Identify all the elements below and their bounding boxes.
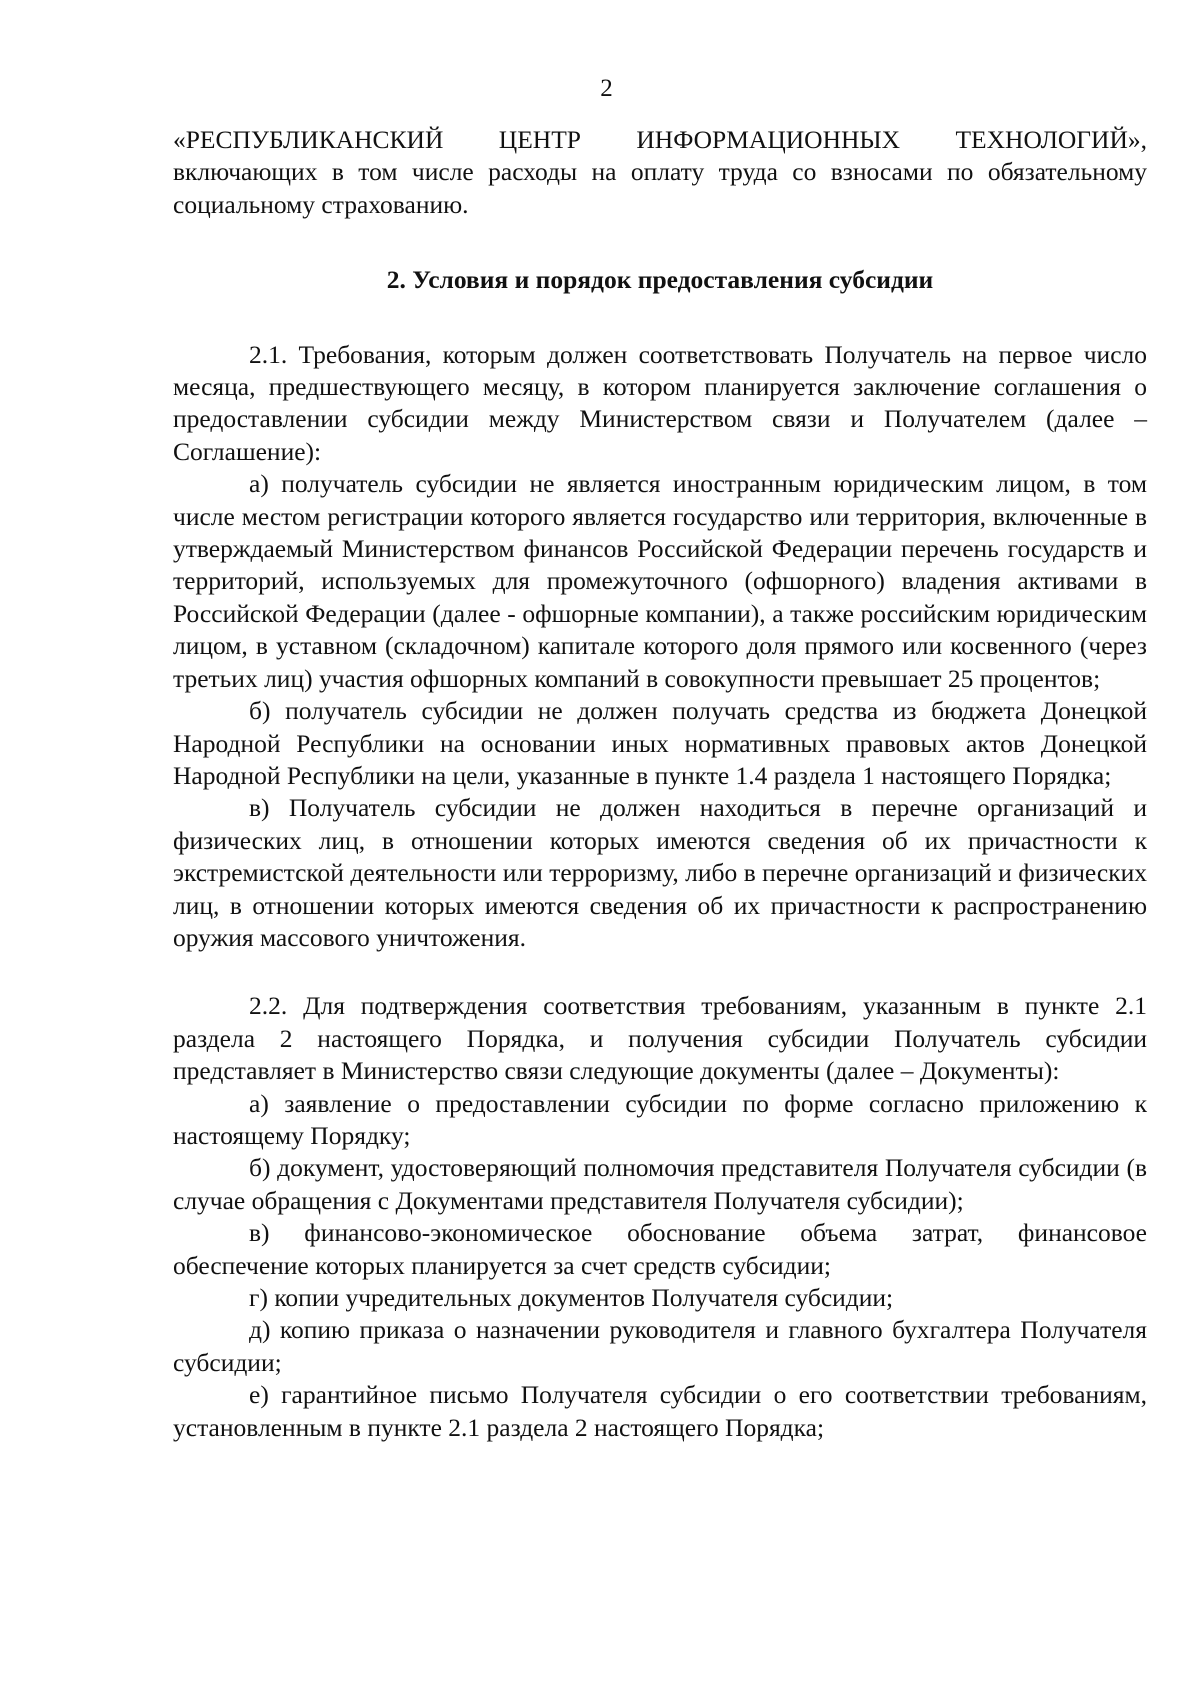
paragraph-2-2-b: б) документ, удостоверяющий полномочия представителя Получателя субсидии (в случае обращения с Документами представителя Получателя субсидии); <box>173 1153 1147 1215</box>
section-title: 2. Условия и порядок предоставления субсидии <box>386 265 934 295</box>
paragraph-2-1-a: а) получатель субсидии не является иностранным юридическим лицом, в том числе местом регистрации которого является государство или территория, включенные в утверждаемый Министерством финансов Российской Федерации перечень государств и территорий, используемых для промежуточного (офшорного) владения активами в Российской Федерации (далее - офшорные компании), а также российским юридическим лицом, в уставном (складочном) капитале которого доля прямого или косвенного (через третьих лиц) участия офшорных компаний в совокупности превышает 25 процентов; <box>173 469 1147 693</box>
paragraph-2-2-a: а) заявление о предоставлении субсидии по форме согласно приложению к настоящему Порядку; <box>173 1088 1147 1150</box>
page-number: 2 <box>600 75 613 102</box>
document-body <box>173 124 1147 1444</box>
paragraph-2-1-b: б) получатель субсидии не должен получать средства из бюджета Донецкой Народной Республики на основании иных нормативных правовых актов Донецкой Народной Республики на цели, указанные в пункте 1.4 раздела 1 настоящего Порядка; <box>173 696 1147 790</box>
intro-paragraph: «РЕСПУБЛИКАНСКИЙ ЦЕНТР ИНФОРМАЦИОННЫХ ТЕХНОЛОГИЙ», включающих в том числе расходы на оплату труда со взносами по обязательному социальному страхованию. <box>173 125 1147 219</box>
paragraph-2-1-v: в) Получатель субсидии не должен находиться в перечне организаций и физических лиц, в отношении которых имеются сведения об их причастности к экстремистской деятельности или терроризму, либо в перечне организаций и физических лиц, в отношении которых имеются сведения об их причастности к распространению оружия массового уничтожения. <box>173 793 1147 952</box>
paragraph-2-2-v: в) финансово-экономическое обоснование объема затрат, финансовое обеспечение которых планируется за счет средств субсидии; <box>173 1218 1147 1280</box>
paragraph-2-2-e: е) гарантийное письмо Получателя субсидии о его соответствии требованиям, установленным в пункте 2.1 раздела 2 настоящего Порядка; <box>173 1380 1147 1442</box>
paragraph-2-1: 2.1. Требования, которым должен соответствовать Получатель на первое число месяца, предшествующего месяцу, в котором планируется заключение соглашения о предоставлении субсидии между Министерством связи и Получателем (далее – Соглашение): <box>173 339 1147 466</box>
paragraph-2-2: 2.2. Для подтверждения соответствия требованиям, указанным в пункте 2.1 раздела 2 настоящего Порядка, и получения субсидии Получатель субсидии представляет в Министерство связи следующие документы (далее – Документы): <box>173 991 1147 1086</box>
paragraph-2-2-g: г) копии учредительных документов Получателя субсидии; <box>249 1283 894 1312</box>
paragraph-2-2-d: д) копию приказа о назначении руководителя и главного бухгалтера Получателя субсидии; <box>173 1315 1147 1377</box>
